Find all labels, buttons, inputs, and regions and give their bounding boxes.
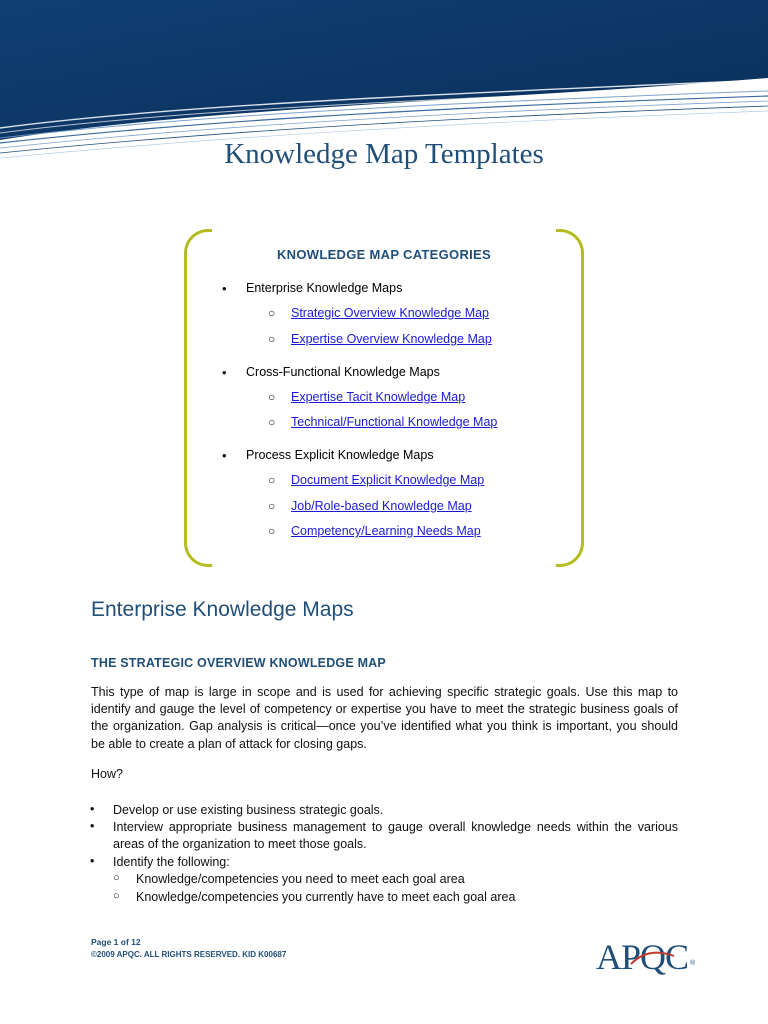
list-item: Interview appropriate business management to gauge overall knowledge needs within the various areas of the organization to meet those goals. — [113, 820, 678, 852]
bullet-icon: • — [222, 281, 227, 296]
intro-paragraph: This type of map is large in scope and is used for achieving specific strategic goals. Use this map to identify and gauge the level of competency or expertise you have to meet the strategic business goals of the organization. Gap analysis is critical—once you’ve identified what you think is important, you should be able to create a plan of attack for closing gaps. — [91, 685, 678, 751]
link-expertise-tacit[interactable]: Expertise Tacit Knowledge Map — [291, 390, 466, 404]
link-expertise-overview[interactable]: Expertise Overview Knowledge Map — [291, 332, 492, 346]
subsection-heading: THE STRATEGIC OVERVIEW KNOWLEDGE MAP — [91, 656, 386, 670]
section-heading: Enterprise Knowledge Maps — [91, 598, 354, 621]
link-strategic-overview[interactable]: Strategic Overview Knowledge Map — [291, 306, 490, 320]
page-number: Page 1 of 12 — [91, 937, 141, 947]
circle-bullet-icon: ○ — [268, 332, 276, 346]
category-label: Enterprise Knowledge Maps — [246, 281, 403, 295]
bullet-icon: • — [90, 802, 95, 816]
registered-mark: ® — [690, 960, 696, 967]
logo-swoosh-icon — [628, 946, 678, 972]
categories-heading: KNOWLEDGE MAP CATEGORIES — [276, 247, 491, 262]
category-label: Cross-Functional Knowledge Maps — [246, 365, 440, 379]
circle-bullet-icon: ○ — [268, 415, 276, 429]
circle-bullet-icon: ○ — [268, 390, 276, 404]
circle-bullet-icon: ○ — [268, 524, 276, 538]
circle-bullet-icon: ○ — [268, 473, 276, 487]
bracket-right — [556, 229, 584, 567]
bullet-icon: • — [222, 448, 227, 463]
copyright: ©2009 APQC. ALL RIGHTS RESERVED. KID K00687 — [91, 950, 287, 959]
category-label: Process Explicit Knowledge Maps — [246, 448, 434, 462]
bullet-icon: • — [90, 819, 95, 833]
page-title: Knowledge Map Templates — [224, 138, 544, 170]
link-competency-learning[interactable]: Competency/Learning Needs Map — [291, 524, 481, 538]
link-document-explicit[interactable]: Document Explicit Knowledge Map — [291, 473, 485, 487]
sub-list-item: Knowledge/competencies you need to meet each goal area — [136, 872, 465, 886]
bracket-left — [184, 229, 212, 567]
link-technical-functional[interactable]: Technical/Functional Knowledge Map — [291, 415, 498, 429]
circle-bullet-icon: ○ — [268, 499, 276, 513]
link-job-role-based[interactable]: Job/Role-based Knowledge Map — [291, 499, 472, 513]
apqc-logo: APQC — [596, 937, 689, 977]
bullet-icon: • — [90, 854, 95, 868]
list-item: Identify the following: — [113, 855, 230, 869]
circle-bullet-icon: ○ — [268, 306, 276, 320]
bullet-icon: • — [222, 365, 227, 380]
circle-bullet-icon: ○ — [113, 890, 120, 902]
list-item: Develop or use existing business strategic goals. — [113, 803, 384, 817]
sub-list-item: Knowledge/competencies you currently have to meet each goal area — [136, 890, 516, 904]
how-label: How? — [91, 767, 123, 781]
circle-bullet-icon: ○ — [113, 872, 120, 884]
